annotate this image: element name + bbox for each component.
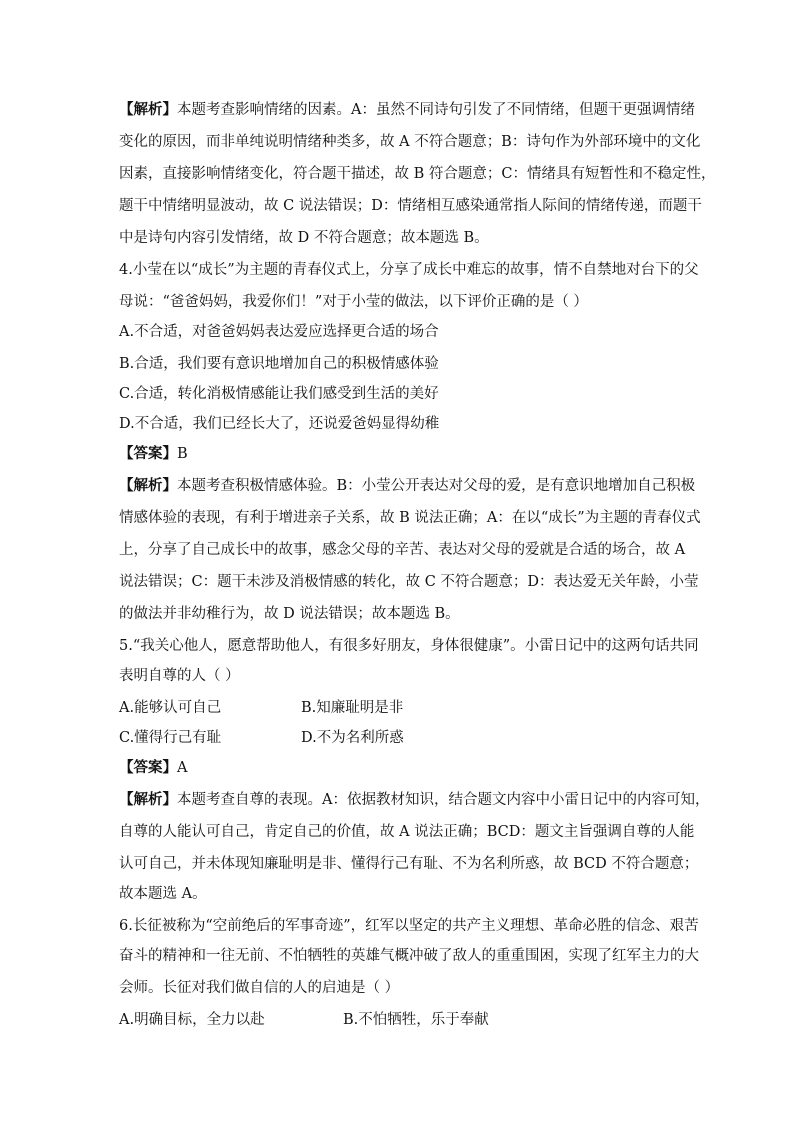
text-line bbox=[119, 414, 439, 434]
text-line bbox=[119, 698, 221, 718]
text-span: 因素，直接影响情绪变化，符合题干描述，故 B 符合题意；C：情绪具有短暂性和不稳定性， bbox=[119, 166, 716, 182]
text-span: 本题考查影响情绪的因素。A：虽然不同诗句引发了不同情绪，但题干更强调情绪 bbox=[177, 102, 695, 118]
section-label: 【答案】 bbox=[119, 445, 177, 462]
text-line bbox=[119, 384, 439, 404]
text-span: 母说：“爸爸妈妈，我爱你们！”对于小莹的做法，以下评价正确的是（ ） bbox=[119, 294, 588, 310]
text-span: 4.小莹在以“成长”为主题的青春仪式上，分享了成长中难忘的故事，情不自禁地对台下的父 bbox=[119, 262, 699, 278]
text-span: C.合适，转化消极情感能让我们感受到生活的美好 bbox=[119, 386, 439, 402]
answer-option: B.不怕牺牲，乐于奉献 bbox=[343, 1012, 489, 1028]
text-line bbox=[119, 132, 700, 152]
text-span: 上，分享了自己成长中的故事，感念父母的辛苦、表达对父母的爱就是合适的场合，故 A bbox=[119, 542, 686, 558]
text-line bbox=[119, 636, 699, 656]
text-span: 的做法并非幼稚行为，故 D 说法错误；故本题选 B。 bbox=[119, 606, 460, 622]
text-span: 本题考查积极情感体验。B：小莹公开表达对父母的爱，是有意识地增加自己积极 bbox=[177, 478, 696, 494]
text-line bbox=[119, 444, 188, 464]
text-span: 说法错误；C：题干未涉及消极情感的转化，故 C 不符合题意；D：表达爱无关年龄，小莹 bbox=[119, 574, 699, 590]
text-span: 本题考查自尊的表现。A：依据教材知识，结合题文内容中小雷日记中的内容可知， bbox=[177, 792, 710, 808]
text-span: 表明自尊的人（ ） bbox=[119, 668, 240, 684]
text-line bbox=[119, 946, 699, 966]
text-line bbox=[119, 322, 439, 342]
text-span: 题干中情绪明显波动，故 C 说法错误；D：情绪相互感染通常指人际间的情绪传递，而题干 bbox=[119, 198, 702, 214]
section-label: 【答案】 bbox=[119, 759, 177, 776]
text-line bbox=[119, 854, 698, 874]
text-line bbox=[119, 604, 460, 624]
text-line bbox=[119, 292, 588, 312]
section-label: 【解析】 bbox=[119, 477, 177, 494]
text-line bbox=[119, 354, 439, 374]
text-line bbox=[119, 1010, 265, 1030]
text-span: 自尊的人能认可自己，肯定自己的价值，故 A 说法正确；BCD：题文主旨强调自尊的人能 bbox=[119, 824, 695, 840]
text-span: 情感体验的表现，有利于增进亲子关系，故 B 说法正确；A：在以“成长”为主题的青春仪式 bbox=[119, 510, 701, 526]
text-line bbox=[119, 916, 699, 936]
text-line bbox=[119, 476, 695, 496]
text-line bbox=[119, 572, 699, 592]
text-span: A.能够认可自己 bbox=[119, 700, 222, 716]
text-span: 会师。长征对我们做自信的人的启迪是（ ） bbox=[119, 980, 400, 996]
text-line bbox=[119, 790, 709, 810]
text-span: 变化的原因，而非单纯说明情绪种类多，故 A 不符合题意；B：诗句作为外部环境中的文化 bbox=[119, 134, 701, 150]
text-span: 中是诗句内容引发情绪，故 D 不符合题意；故本题选 B。 bbox=[119, 230, 489, 246]
text-line bbox=[119, 100, 695, 120]
text-line bbox=[119, 666, 240, 686]
text-line bbox=[119, 728, 221, 748]
text-span: 认可自己，并未体现知廉耻明是非、懂得行己有耻、不为名利所惑，故 BCD 不符合题意； bbox=[119, 856, 699, 872]
text-line bbox=[119, 228, 489, 248]
text-span: C.懂得行己有耻 bbox=[119, 730, 222, 746]
text-span: A bbox=[177, 760, 188, 776]
answer-option: B.知廉耻明是非 bbox=[301, 700, 404, 716]
text-span: 故本题选 A。 bbox=[119, 886, 207, 902]
text-line bbox=[119, 978, 399, 998]
text-line bbox=[119, 822, 694, 842]
text-line bbox=[119, 260, 699, 280]
text-span: 5.“我关心他人，愿意帮助他人，有很多好朋友，身体很健康”。小雷日记中的这两句话共同 bbox=[119, 638, 699, 654]
text-span: B.合适，我们要有意识地增加自己的积极情感体验 bbox=[119, 356, 439, 372]
text-span: A.明确目标，全力以赴 bbox=[119, 1012, 265, 1028]
text-span: 6.长征被称为“空前绝后的军事奇迹”，红军以坚定的共产主义理想、革命必胜的信念、艰苦 bbox=[119, 918, 699, 934]
text-span: D.不合适，我们已经长大了，还说爱爸妈显得幼稚 bbox=[119, 416, 440, 432]
text-line bbox=[119, 758, 187, 778]
section-label: 【解析】 bbox=[119, 101, 177, 118]
text-span: B bbox=[177, 446, 188, 462]
text-span: 奋斗的精神和一往无前、不怕牺牲的英雄气概冲破了敌人的重重围困，实现了红军主力的大 bbox=[119, 948, 699, 964]
text-line bbox=[119, 508, 701, 528]
answer-option: D.不为名利所惑 bbox=[301, 730, 404, 746]
text-line bbox=[119, 540, 685, 560]
text-span: A.不合适，对爸爸妈妈表达爱应选择更合适的场合 bbox=[119, 324, 439, 340]
text-line bbox=[119, 196, 702, 216]
text-line bbox=[119, 884, 207, 904]
section-label: 【解析】 bbox=[119, 791, 177, 808]
text-line bbox=[119, 164, 715, 184]
